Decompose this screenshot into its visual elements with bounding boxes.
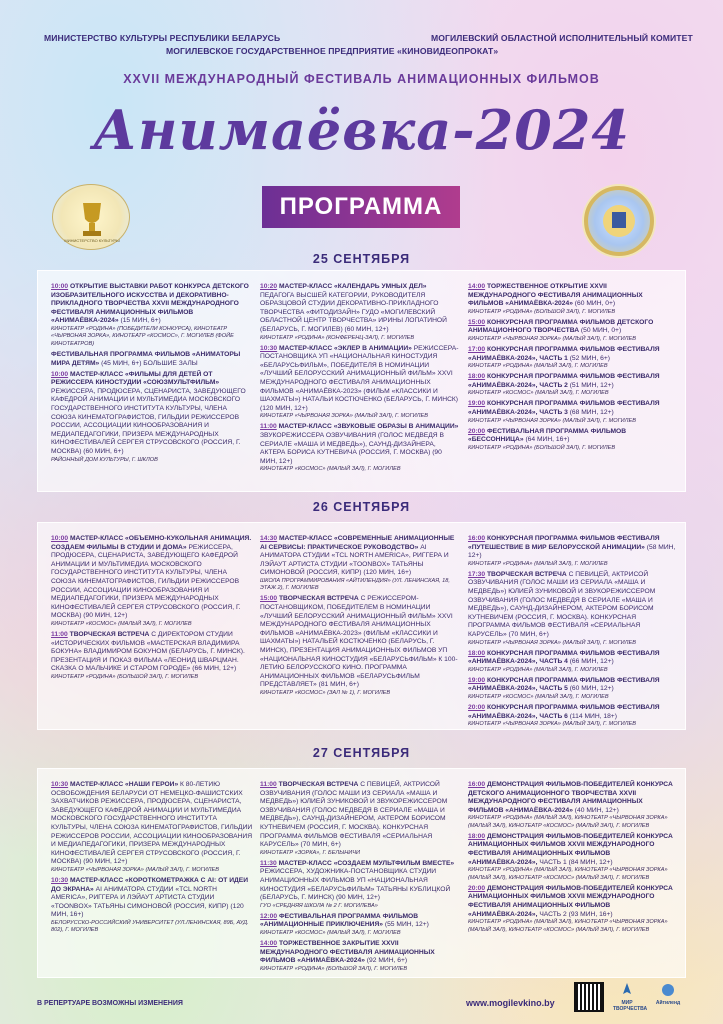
emblem-icon xyxy=(588,190,650,252)
website-link[interactable]: www.mogilevkino.by xyxy=(466,998,555,1008)
aitilend-logo: Айтиленд xyxy=(648,982,688,1012)
day-1-col-3 xyxy=(468,283,676,455)
event-item: 11:00 МАСТЕР-КЛАСС «ЗВУКОВЫЕ ОБРАЗЫ В АНИМАЦИИ» ЗВУКОРЕЖИССЕРА ОЗВУЧИВАНИЯ (ГОЛОС МЕДВЕДЯ В СЕРИАЛЕ «МАША И МЕДВЕДЬ»), САУНД-ДИЗАЙНЕРА, АКТЕРА БОРИСА КУТНЕВИЧА (РОССИЯ, Г. МОСКВА) (90 МИН, 12+) КИНОТЕАТР «КОСМОС» (МАЛЫЙ ЗАЛ), Г. МОГИЛЕВ xyxy=(260,423,459,473)
event-item: 11:00 ТВОРЧЕСКАЯ ВСТРЕЧА С ПЕВИЦЕЙ, АКТРИСОЙ ОЗВУЧИВАНИЯ (ГОЛОС МАШИ ИЗ СЕРИАЛА «МАША И МЕДВЕДЬ») ЮЛИЕЙ ЗУНИКОВОЙ И ЗВУКОРЕЖИССЕРОМ ОЗВУЧИВАНИЯ (ГОЛОС МЕДВЕДЯ В СЕРИАЛЕ «МАША И МЕДВЕДЬ»), САУНД-ДИЗАЙНЕРОМ, АКТЕРОМ БОРИСОМ КУТНЕВИЧЕМ (РОССИЯ, Г. МОСКВА). КОНКУРСНАЯ ПРОГРАММА ФИЛЬМОВ ФЕСТИВАЛЯ «СЕРИАЛЬНАЯ КАРУСЕЛЬ» (70 МИН, 6+) КИНОТЕАТР «ЗОРКА», Г. БЕЛЫНИЧИ xyxy=(260,781,448,856)
event-item: 17:00 КОНКУРСНАЯ ПРОГРАММА ФИЛЬМОВ ФЕСТИВАЛЯ «АНИМАЁВКА-2024», ЧАСТЬ 1 (52 МИН, 6+) КИНОТЕАТР «РОДИНА» (МАЛЫЙ ЗАЛ), Г. МОГИЛЕВ xyxy=(468,345,660,370)
event-item: 14:00 ТОРЖЕСТВЕННОЕ ОТКРЫТИЕ XXVII МЕЖДУНАРОДНОГО ФЕСТИВАЛЯ АНИМАЦИОННЫХ ФИЛЬМОВ «АНИМАЁВКА-2024» (60 МИН, 0+) КИНОТЕАТР «РОДИНА» (БОЛЬШОЙ ЗАЛ), Г. МОГИЛЕВ xyxy=(468,283,643,315)
ministry-logo xyxy=(52,184,130,250)
event-item: 11:00 ТВОРЧЕСКАЯ ВСТРЕЧА С ДИРЕКТОРОМ СТУДИИ «ИСТОРИЧЕСКИХ ФИЛЬМОВ «МАСТЕРСКАЯ ВЛАДИМИРА БОКУНА» ВЛАДИМИРОМ БОКУНОМ (БЕЛАРУСЬ, Г. МИНСК). ПРЕЗЕНТАЦИЯ И ПОКАЗ ФИЛЬМА «ЛЕОНИД ШВАРЦМАН. СКАЗКА О МАЛЬЧИКЕ И СТАРОМ ГОРОДЕ» (66 МИН, 12+) КИНОТЕАТР «РОДИНА» (БОЛЬШОЙ ЗАЛ), Г. МОГИЛЕВ xyxy=(51,630,245,680)
mir-tvorchestva-logo: МИР ТВОРЧЕСТВА xyxy=(613,982,641,1012)
event-item: 16:00 КОНКУРСНАЯ ПРОГРАММА ФИЛЬМОВ ФЕСТИВАЛЯ «ПУТЕШЕСТВИЕ В МИР БЕЛОРУССКОЙ АНИМАЦИИ» (58 МИН, 12+) КИНОТЕАТР «РОДИНА» (МАЛЫЙ ЗАЛ), Г. МОГИЛЕВ xyxy=(468,535,676,567)
event-item: 17:30 ТВОРЧЕСКАЯ ВСТРЕЧА С ПЕВИЦЕЙ, АКТРИСОЙ ОЗВУЧИВАНИЯ (ГОЛОС МАШИ ИЗ СЕРИАЛА «МАША И МЕДВЕДЬ») ЮЛИЕЙ ЗУНИКОВОЙ И ЗВУКОРЕЖИССЕРОМ ОЗВУЧИВАНИЯ (ГОЛОС МЕДВЕДЯ В СЕРИАЛЕ «МАША И МЕДВЕДЬ»), САУНД-ДИЗАЙНЕРОМ, АКТЕРОМ БОРИСОМ КУТНЕВИЧЕМ (РОССИЯ, Г. МОСКВА). КОНКУРСНАЯ ПРОГРАММА ФИЛЬМОВ ФЕСТИВАЛЯ «СЕРИАЛЬНАЯ КАРУСЕЛЬ» (70 МИН, 6+) КИНОТЕАТР «ЧЫРВОНАЯ ЗОРКА» (МАЛЫЙ ЗАЛ), Г. МОГИЛЕВ xyxy=(468,570,656,646)
event-item: 18:00 КОНКУРСНАЯ ПРОГРАММА ФИЛЬМОВ ФЕСТИВАЛЯ «АНИМАЁВКА-2024», ЧАСТЬ 2 (51 МИН, 12+) КИНОТЕАТР «КОСМОС» (МАЛЫЙ ЗАЛ), Г. МОГИЛЕВ xyxy=(468,373,660,397)
day-3-col-3 xyxy=(468,781,676,937)
event-item: 19:00 КОНКУРСНАЯ ПРОГРАММА ФИЛЬМОВ ФЕСТИВАЛЯ «АНИМАЁВКА-2024», ЧАСТЬ 3 (68 МИН, 12+) КИНОТЕАТР «ЧЫРВОНАЯ ЗОРКА» (МАЛЫЙ ЗАЛ), Г. МОГИЛЕВ xyxy=(468,400,660,424)
event-item: 15:00 КОНКУРСНАЯ ПРОГРАММА ФИЛЬМОВ ДЕТСКОГО АНИМАЦИОННОГО ТВОРЧЕСТВА (50 МИН, 0+) КИНОТЕАТР «ЧЫРВОНАЯ ЗОРКА» (МАЛЫЙ ЗАЛ), Г. МОГИЛЕВ xyxy=(468,318,654,342)
event-item: 10:30 МАСТЕР-КЛАСС «НАШИ ГЕРОИ» К 80-ЛЕТИЮ ОСВОБОЖДЕНИЯ БЕЛАРУСИ ОТ НЕМЕЦКО-ФАШИСТСКИХ ЗАХВАТЧИКОВ РЕЖИССЕРА, ПРОДЮСЕРА, СЦЕНАРИСТА, ЗАВЕДУЮЩЕГО КАФЕДРОЙ АНИМАЦИИ И МУЛЬТИМЕДИА МОСКОВСКОГО ГОСУДАРСТВЕННОГО ИНСТИТУТА КУЛЬТУРЫ, ЧЛЕНА СОЮЗА КИНЕМАТОГРАФИСТОВ, ГИЛЬДИИ РЕЖИССЕРОВ РОССИИ, АССОЦИАЦИИ КИНООБРАЗОВАНИЯ И МЕДИАПЕДАГОГИКИ, ПРИЗЕРА МЕЖДУНАРОДНЫХ КИНОФЕСТИВАЛЕЙ СЕРГЕЯ СТРУСОВСКОГО (РОССИЯ, Г. МОСКВА) (90 МИН, 12+) КИНОТЕАТР «ЧЫРВОНАЯ ЗОРКА» (МАЛЫЙ ЗАЛ), Г. МОГИЛЕВ xyxy=(51,781,253,873)
event-item: ФЕСТИВАЛЬНАЯ ПРОГРАММА ФИЛЬМОВ «АНИМАТОРЫ МИРА ДЕТЯМ» (45 МИН, 6+) БОЛЬШИЕ ЗАЛЫ xyxy=(51,350,241,367)
qr-code-icon xyxy=(574,982,604,1012)
event-item: 10:20 МАСТЕР-КЛАСС «КАЛЕНДАРЬ УМНЫХ ДЕЛ» ПЕДАГОГА ВЫСШЕЙ КАТЕГОРИИ, РУКОВОДИТЕЛЯ ОБРАЗЦОВОЙ СТУДИИ ДЕКОРАТИВНО-ПРИКЛАДНОГО ТВОРЧЕСТВА «ФИТОДИЗАЙН» ГУДО «МОГИЛЕВСКИЙ ОБЛАСТНОЙ ЦЕНТР ТВОРЧЕСТВА» ИРИНЫ ЛОПАТИНОЙ (БЕЛАРУСЬ, Г. МОГИЛЕВ) (60 МИН, 12+) КИНОТЕАТР «РОДИНА» (КОНФЕРЕНЦ-ЗАЛ), Г. МОГИЛЕВ xyxy=(260,283,447,341)
event-item: 15:00 ТВОРЧЕСКАЯ ВСТРЕЧА С РЕЖИССЕРОМ-ПОСТАНОВЩИКОМ, ПОБЕДИТЕЛЕМ В НОМИНАЦИИ «ЛУЧШИЙ БЕЛОРУССКИЙ АНИМАЦИОННЫЙ ФИЛЬМ» XXVI МЕЖДУНАРОДНОГО ФЕСТИВАЛЯ АНИМАЦИОННЫХ ФИЛЬМОВ «АНИМАЁВКА-2023» (ФИЛЬМ «КЛАССИКИ И ШАХМАТЫ») НАТАЛЬЕЙ КОСТЮЧЕНКО (БЕЛАРУСЬ, Г. МИНСК), ПРЕЗЕНТАЦИЯ АНИМАЦИОННЫХ ФИЛЬМОВ УП «НАЦИОНАЛЬНАЯ КИНОСТУДИЯ «БЕЛАРУСЬФИЛЬМ» К 100-ЛЕТИЮ БЕЛОРУССКОГО КИНО. ПРОГРАММА АНИМАЦИОННЫХ ФИЛЬМОВ «БЕЛАРУСЬФИЛЬМ ПРЕДСТАВЛЯЕТ» (81 МИН, 6+) КИНОТЕАТР «КОСМОС» (ЗАЛ № 1), Г. МОГИЛЕВ xyxy=(260,595,458,696)
event-item: 18:00 КОНКУРСНАЯ ПРОГРАММА ФИЛЬМОВ ФЕСТИВАЛЯ «АНИМАЁВКА-2024», ЧАСТЬ 4 (66 МИН, 12+) КИНОТЕАТР «РОДИНА» (МАЛЫЙ ЗАЛ), Г. МОГИЛЕВ xyxy=(468,649,660,673)
day-2-col-1 xyxy=(51,535,253,684)
event-item: 14:00 ТОРЖЕСТВЕННОЕ ЗАКРЫТИЕ XXVII МЕЖДУНАРОДНОГО ФЕСТИВАЛЯ АНИМАЦИОННЫХ ФИЛЬМОВ «АНИМАЁВКА-2024» (92 МИН, 6+) КИНОТЕАТР «РОДИНА» (БОЛЬШОЙ ЗАЛ), Г. МОГИЛЕВ xyxy=(260,939,435,972)
event-item: 10:30 МАСТЕР-КЛАСС «ЭКЛЕР В АНИМАЦИИ» РЕЖИССЕРА-ПОСТАНОВЩИКА УП «НАЦИОНАЛЬНАЯ КИНОСТУДИЯ «БЕЛАРУСЬФИЛЬМ», ПОБЕДИТЕЛЯ В НОМИНАЦИИ «ЛУЧШИЙ БЕЛОРУССКИЙ АНИМАЦИОННЫЙ ФИЛЬМ» XXVI МЕЖДУНАРОДНОГО ФЕСТИВАЛЯ АНИМАЦИОННЫХ ФИЛЬМОВ «АНИМАЁВКА-2023» (ФИЛЬМ «КЛАССИКИ И ШАХМАТЫ») НАТАЛЬИ КОСТЮЧЕНКО (БЕЛАРУСЬ, Г. МИНСК) (120 МИН, 12+) КИНОТЕАТР «ЧЫРВОНАЯ ЗОРКА» (МАЛЫЙ ЗАЛ), Г. МОГИЛЕВ xyxy=(260,344,459,420)
event-item: 20:00 КОНКУРСНАЯ ПРОГРАММА ФИЛЬМОВ ФЕСТИВАЛЯ «АНИМАЁВКА-2024», ЧАСТЬ 6 (114 МИН, 18+) КИНОТЕАТР «ЧЫРВОНАЯ ЗОРКА» (МАЛЫЙ ЗАЛ), Г. МОГИЛЕВ xyxy=(468,703,660,728)
day-3-title: 27 СЕНТЯБРЯ xyxy=(312,746,411,760)
festival-title: Анимаёвка-2024 xyxy=(93,98,630,162)
event-item: 10:00 ОТКРЫТИЕ ВЫСТАВКИ РАБОТ КОНКУРСА ДЕТСКОГО ИЗОБРАЗИТЕЛЬНОГО ИСКУССТВА И ДЕКОРАТИВНО-ПРИКЛАДНОГО ТВОРЧЕСТВА XXVII МЕЖДУНАРОДНОГО ФЕСТИВАЛЯ АНИМАЦИОННЫХ ФИЛЬМОВ «АНИМАЁВКА-2024» (15 МИН, 6+) КИНОТЕАТР «РОДИНА» (ПОБЕДИТЕЛИ КОНКУРСА), КИНОТЕАТР «ЧЫРВОНАЯ ЗОРКА», КИНОТЕАТР «КОСМОС», Г. МОГИЛЕВ (ФОЙЕ КИНОТЕАТРОВ) xyxy=(51,283,249,347)
event-item: 20:00 ФЕСТИВАЛЬНАЯ ПРОГРАММА ФИЛЬМОВ «БЕССОННИЦА» (64 МИН, 16+) КИНОТЕАТР «РОДИНА» (БОЛЬШОЙ ЗАЛ), Г. МОГИЛЕВ xyxy=(468,427,627,451)
logo-left-caption: МИНИСТЕРСТВО КУЛЬТУРЫ xyxy=(64,238,120,243)
event-item: 18:00 ДЕМОНСТРАЦИЯ ФИЛЬМОВ-ПОБЕДИТЕЛЕЙ КОНКУРСА АНИМАЦИОННЫХ ФИЛЬМОВ XXVII МЕЖДУНАРОДНОГО ФЕСТИВАЛЯ АНИМАЦИОННЫХ ФИЛЬМОВ «АНИМАЁВКА-2024», ЧАСТЬ 1 (84 МИН, 12+) КИНОТЕАТР «РОДИНА» (МАЛЫЙ ЗАЛ), КИНОТЕАТР «ЧЫРВОНАЯ ЗОРКА» (МАЛЫЙ ЗАЛ), КИНОТЕАТР «КОСМОС» (МАЛЫЙ ЗАЛ), Г. МОГИЛЕВ xyxy=(468,832,673,881)
ministry-text: МИНИСТЕРСТВО КУЛЬТУРЫ РЕСПУБЛИКИ БЕЛАРУСЬ xyxy=(44,33,281,43)
day-2-col-2 xyxy=(260,535,460,700)
changes-note: В РЕПЕРТУАРЕ ВОЗМОЖНЫ ИЗМЕНЕНИЯ xyxy=(37,1000,183,1007)
day-1-col-1 xyxy=(51,283,253,467)
rocket-icon xyxy=(617,982,637,998)
day-2-col-3 xyxy=(468,535,676,731)
event-item: 16:00 ДЕМОНСТРАЦИЯ ФИЛЬМОВ-ПОБЕДИТЕЛЕЙ КОНКУРСА ДЕТСКОГО АНИМАЦИОННОГО ТВОРЧЕСТВА XXVII МЕЖДУНАРОДНОГО ФЕСТИВАЛЯ АНИМАЦИОННЫХ ФИЛЬМОВ «АНИМАЁВКА-2024» (40 МИН, 12+) КИНОТЕАТР «РОДИНА» (МАЛЫЙ ЗАЛ), КИНОТЕАТР «ЧЫРВОНАЯ ЗОРКА» (МАЛЫЙ ЗАЛ), КИНОТЕАТР «КОСМОС» (МАЛЫЙ ЗАЛ), Г. МОГИЛЕВ xyxy=(468,781,673,829)
committee-text: МОГИЛЕВСКИЙ ОБЛАСТНОЙ ИСПОЛНИТЕЛЬНЫЙ КОМИТЕТ xyxy=(431,33,693,43)
enterprise-text: МОГИЛЕВСКОЕ ГОСУДАРСТВЕННОЕ ПРЕДПРИЯТИЕ «КИНОВИДЕОПРОКАТ» xyxy=(166,46,499,56)
day-3-col-2 xyxy=(260,781,460,976)
event-item: 12:00 ФЕСТИВАЛЬНАЯ ПРОГРАММА ФИЛЬМОВ «АНИМАЦИОННЫЕ ПРИКЛЮЧЕНИЯ» (55 МИН, 12+) КИНОТЕАТР «КОСМОС» (МАЛЫЙ ЗАЛ), Г. МОГИЛЕВ xyxy=(260,912,429,936)
day-1-title: 25 СЕНТЯБРЯ xyxy=(312,252,411,266)
day-1-panel xyxy=(37,270,686,492)
event-item: 10:30 МАСТЕР-КЛАСС «КОРОТКОМЕТРАЖКА С AI: ОТ ИДЕИ ДО ЭКРАНА» AI АНИМАТОРА СТУДИИ «TCL NORTH AMERICA», РИГГЕРА И ЛЭЙАУТ АРТИСТА СТУДИИ «TOONBOX» ТАТЬЯНЫ СИМОНОВОЙ (РОССИЯ, КИПР) (120 МИН, 16+) БЕЛОРУССКО-РОССИЙСКИЙ УНИВЕРСИТЕТ (УЛ.ЛЕНИНСКАЯ, 89Б, АУД. 802), Г. МОГИЛЕВ xyxy=(51,876,249,934)
event-item: 19:00 КОНКУРСНАЯ ПРОГРАММА ФИЛЬМОВ ФЕСТИВАЛЯ «АНИМАЁВКА-2024», ЧАСТЬ 5 (60 МИН, 12+) КИНОТЕАТР «КОСМОС» (МАЛЫЙ ЗАЛ), Г. МОГИЛЕВ xyxy=(468,676,660,700)
event-item: 14:30 МАСТЕР-КЛАСС «СОВРЕМЕННЫЕ АНИМАЦИОННЫЕ AI СЕРВИСЫ: ПРАКТИЧЕСКОЕ РУКОВОДСТВО» AI АНИМАТОРА СТУДИИ «TCL NORTH AMERICA», РИГГЕРА И ЛЭЙАУТ АРТИСТА СТУДИИ «TOONBOX» ТАТЬЯНЫ СИМОНОВОЙ (РОССИЯ, КИПР) (120 МИН, 16+) ШКОЛА ПРОГРАММИРОВАНИЯ «АЙТИЛЕНДИЯ» (УЛ. ЛЕНИНСКАЯ, 18, ЭТАЖ 2), Г. МОГИЛЕВ xyxy=(260,535,455,592)
day-3-panel xyxy=(37,768,686,978)
festival-subtitle: XXVII МЕЖДУНАРОДНЫЙ ФЕСТИВАЛЬ АНИМАЦИОННЫХ ФИЛЬМОВ xyxy=(123,72,600,86)
event-item: 11:30 МАСТЕР-КЛАСС «СОЗДАЕМ МУЛЬТФИЛЬМ ВМЕСТЕ» РЕЖИССЕРА, ХУДОЖНИКА-ПОСТАНОВЩИКА СТУДИИ АНИМАЦИОННЫХ ФИЛЬМОВ УП «НАЦИОНАЛЬНАЯ КИНОСТУДИЯ «БЕЛАРУСЬФИЛЬМ» ТАТЬЯНЫ КУБЛИЦКОЙ (БЕЛАРУСЬ, Г. МИНСК) (90 МИН, 12+) ГУО «СРЕДНЯЯ ШКОЛА № 2 Г. МОГИЛЕВА» xyxy=(260,859,455,909)
festival-emblem xyxy=(584,186,654,256)
day-2-title: 26 СЕНТЯБРЯ xyxy=(312,500,411,514)
event-item: 10:00 МАСТЕР-КЛАСС «ФИЛЬМЫ ДЛЯ ДЕТЕЙ ОТ РЕЖИССЕРА КИНОСТУДИИ «СОЮЗМУЛЬТФИЛЬМ» РЕЖИССЕРА, ПРОДЮСЕРА, СЦЕНАРИСТА, ЗАВЕДУЮЩЕГО КАФЕДРОЙ АНИМАЦИИ И МУЛЬТИМЕДИА МОСКОВСКОГО ГОСУДАРСТВЕННОГО ИНСТИТУТА КУЛЬТУРЫ, ЧЛЕНА СОЮЗА КИНЕМАТОГРАФИСТОВ, ГИЛЬДИИ РЕЖИССЕРОВ РОССИИ, АССОЦИАЦИИ КИНООБРАЗОВАНИЯ И МЕДИАПЕДАГОГИКИ, ПРИЗЕРА МЕЖДУНАРОДНЫХ КИНОФЕСТИВАЛЕЙ СЕРГЕЯ СТРУСОВСКОГО (РОССИЯ, Г. МОСКВА) (60 МИН, 6+) РАЙОННЫЙ ДОМ КУЛЬТУРЫ, Г. ШКЛОВ xyxy=(51,370,246,463)
program-banner: ПРОГРАММА xyxy=(262,186,460,228)
day-2-panel xyxy=(37,522,686,730)
day-1-col-2 xyxy=(260,283,460,476)
brain-icon xyxy=(658,982,678,998)
event-item: 20:00 ДЕМОНСТРАЦИЯ ФИЛЬМОВ-ПОБЕДИТЕЛЕЙ КОНКУРСА АНИМАЦИОННЫХ ФИЛЬМОВ XXVII МЕЖДУНАРОДНОГО ФЕСТИВАЛЯ АНИМАЦИОННЫХ ФИЛЬМОВ «АНИМАЁВКА-2024», ЧАСТЬ 2 (93 МИН, 16+) КИНОТЕАТР «РОДИНА» (МАЛЫЙ ЗАЛ), КИНОТЕАТР «ЧЫРВОНАЯ ЗОРКА» (МАЛЫЙ ЗАЛ), КИНОТЕАТР «КОСМОС» (МАЛЫЙ ЗАЛ), Г. МОГИЛЕВ xyxy=(468,884,673,933)
event-item: 10:00 МАСТЕР-КЛАСС «ОБЪЕМНО-КУКОЛЬНАЯ АНИМАЦИЯ. СОЗДАЕМ ФИЛЬМЫ В СТУДИИ И ДОМА» РЕЖИССЕРА, ПРОДЮСЕРА, СЦЕНАРИСТА, ЗАВЕДУЮЩЕГО КАФЕДРОЙ АНИМАЦИИ И МУЛЬТИМЕДИА МОСКОВСКОГО ГОСУДАРСТВЕННОГО ИНСТИТУТА КУЛЬТУРЫ, ЧЛЕНА СОЮЗА КИНЕМАТОГРАФИСТОВ, ГИЛЬДИИ РЕЖИССЕРОВ РОССИИ, АССОЦИАЦИИ КИНООБРАЗОВАНИЯ И МЕДИАПЕДАГОГИКИ, ПРИЗЕРА МЕЖДУНАРОДНЫХ КИНОФЕСТИВАЛЕЙ СЕРГЕЯ СТРУСОВСКОГО (РОССИЯ, Г. МОСКВА) (90 МИН, 12+) КИНОТЕАТР «КОСМОС» (МАЛЫЙ ЗАЛ), Г. МОГИЛЕВ xyxy=(51,535,252,627)
day-3-col-1 xyxy=(51,781,253,937)
